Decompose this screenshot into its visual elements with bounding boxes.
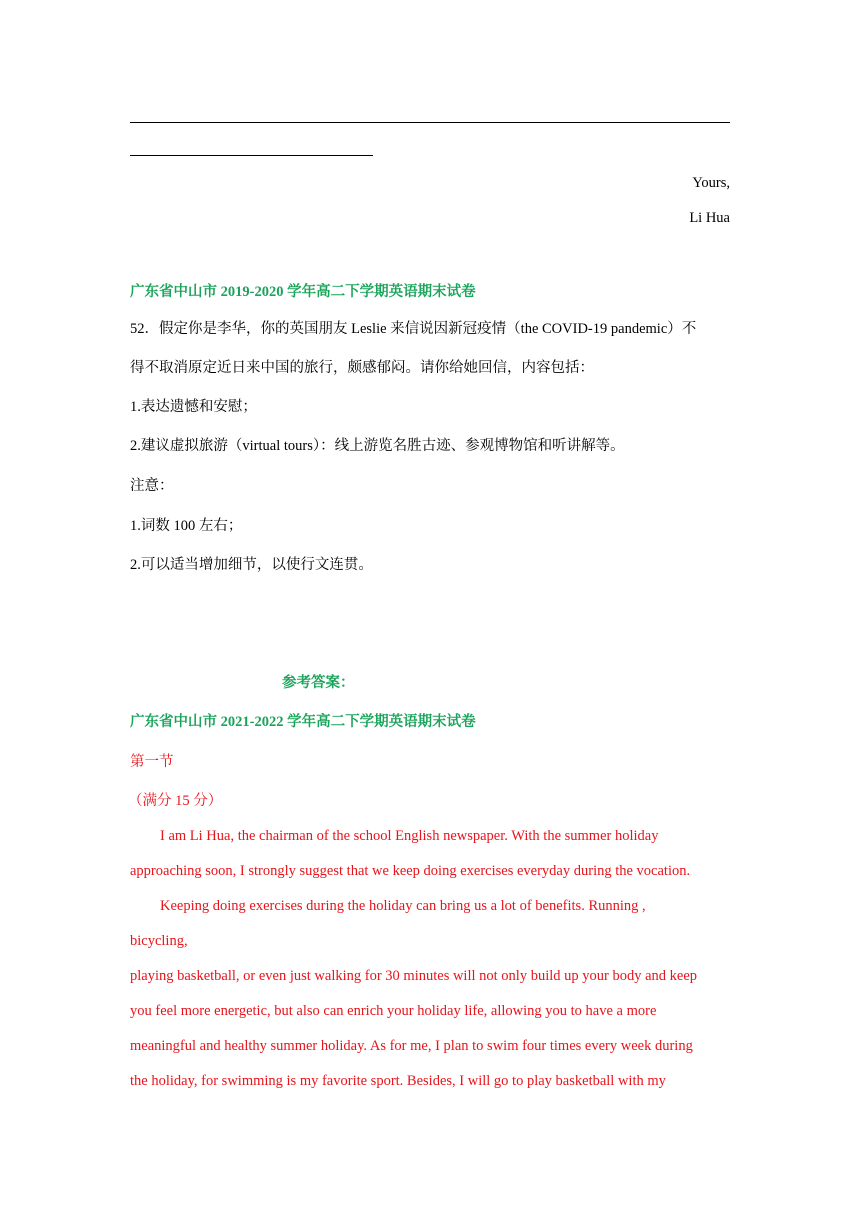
- content-point-2: 2.建议虚拟旅游（virtual tours）：线上游览名胜古迹、参观博物馆和听讲解等。: [130, 438, 625, 454]
- score-label: （满分 15 分）: [128, 793, 223, 809]
- answer-line: you feel more energetic, but also can enrich your holiday life, allowing you to have a more: [130, 1003, 657, 1019]
- section-heading-2022: 广东省中山市 2021-2022 学年高二下学期英语期末试卷: [130, 714, 476, 730]
- note-2: 2.可以适当增加细节，以使行文连贯。: [130, 557, 373, 573]
- answer-line: approaching soon, I strongly suggest that we keep doing exercises everyday during the vocation.: [130, 863, 691, 879]
- note-1: 1.词数 100 左右；: [130, 518, 243, 534]
- answer-line: the holiday, for swimming is my favorite sport. Besides, I will go to play basketball with my: [130, 1073, 666, 1089]
- answer-line: meaningful and healthy summer holiday. As for me, I plan to swim four times every week during: [130, 1038, 693, 1054]
- notes-label: 注意：: [130, 478, 174, 494]
- content-point-1: 1.表达遗憾和安慰；: [130, 399, 257, 415]
- letter-closing: Yours,: [692, 175, 730, 191]
- letter-signature: Li Hua: [689, 210, 730, 226]
- answer-line: I am Li Hua, the chairman of the school English newspaper. With the summer holiday: [160, 828, 659, 844]
- section-heading-2020: 广东省中山市 2019-2020 学年高二下学期英语期末试卷: [130, 284, 476, 300]
- answer-line: bicycling,: [130, 933, 188, 949]
- writing-line-2: [130, 155, 373, 156]
- writing-line-1: [130, 122, 730, 123]
- part-label: 第一节: [130, 754, 174, 770]
- answers-heading: 参考答案：: [282, 675, 355, 691]
- question-line-1: 52．假定你是李华，你的英国朋友 Leslie 来信说因新冠疫情（the COVID-19 pandemic）不: [130, 321, 697, 337]
- question-line-2: 得不取消原定近日来中国的旅行，颇感郁闷。请你给她回信，内容包括：: [130, 360, 594, 376]
- answer-line: Keeping doing exercises during the holiday can bring us a lot of benefits. Running ,: [160, 898, 646, 914]
- answer-line: playing basketball, or even just walking for 30 minutes will not only build up your body and keep: [130, 968, 698, 984]
